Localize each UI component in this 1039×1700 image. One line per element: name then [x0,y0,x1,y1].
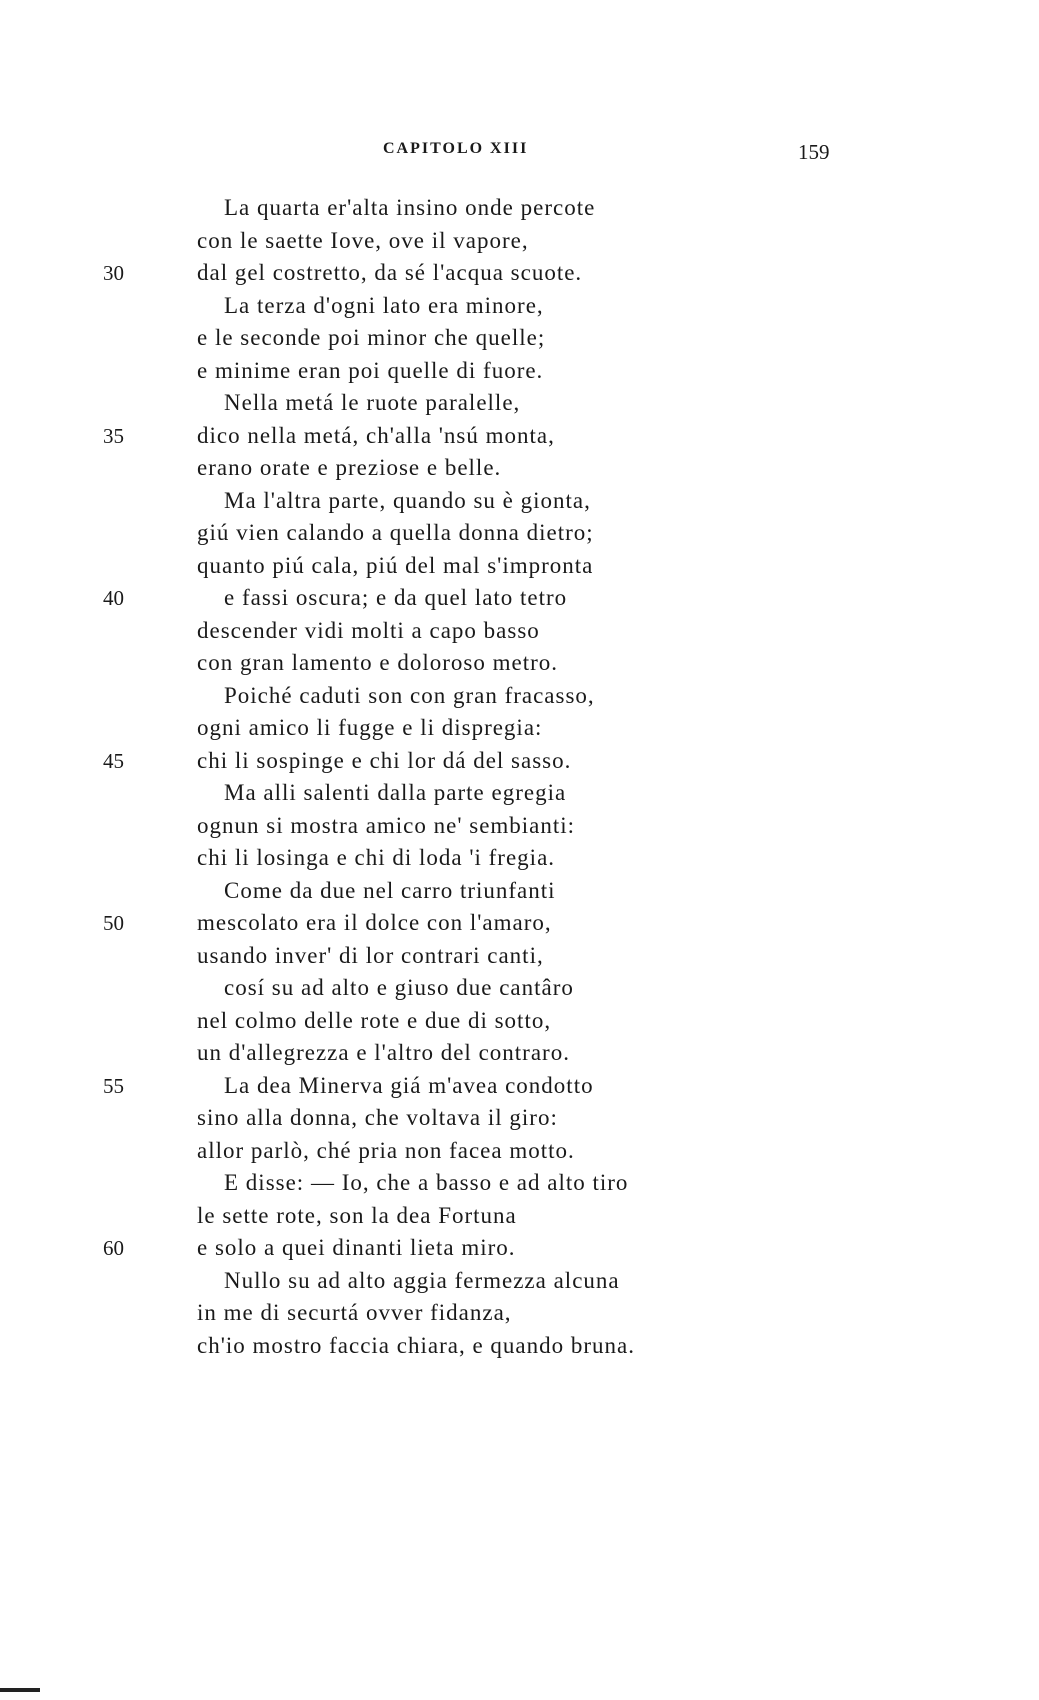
verse-text: e fassi oscura; e da quel lato tetro [224,585,568,610]
verse-text: mescolato era il dolce con l'amaro, [197,910,552,935]
verse-text: giú vien calando a quella donna dietro; [197,520,594,545]
verse-text: Nella metá le ruote paralelle, [224,390,521,415]
verse-line [0,940,1039,973]
verse-text: erano orate e preziose e belle. [197,455,502,480]
page-header [0,140,1039,164]
verse-text: Ma alli salenti dalla parte egregia [224,780,567,805]
verse-text: dico nella metá, ch'alla 'nsú monta, [197,422,555,448]
scan-edge-mark [0,1688,40,1692]
verse-text: in me di securtá ovver fidanza, [197,1300,512,1325]
verse-text: Poiché caduti son con gran fracasso, [224,682,595,708]
verse-line [0,322,1039,355]
running-head: CAPITOLO XIII [383,140,529,157]
verse-line [0,225,1039,258]
verse-text: cosí su ad alto e giuso due cantâro [224,975,574,1000]
verse-line [0,517,1039,550]
verse-text: La dea Minerva giá m'avea condotto [224,1072,594,1098]
verse-line [0,1005,1039,1038]
verse-text: nel colmo delle rote e due di sotto, [197,1007,552,1033]
verse-text: sino alla donna, che voltava il giro: [197,1105,558,1130]
verse-line [0,712,1039,745]
verse-text: usando inver' di lor contrari canti, [197,942,544,968]
verse-text: dal gel costretto, da sé l'acqua scuote. [197,260,583,285]
verse-line [0,1232,1039,1265]
verse-text: e solo a quei dinanti lieta miro. [197,1235,516,1260]
line-number: 50 [103,911,124,935]
poem-body [0,192,1039,1362]
verse-line [0,420,1039,453]
verse-line [0,452,1039,485]
verse-line [0,1330,1039,1363]
verse-text: e minime eran poi quelle di fuore. [197,357,544,383]
verse-text: un d'allegrezza e l'altro del contraro. [197,1040,570,1065]
verse-text: chi li sospinge e chi lor dá del sasso. [197,747,572,773]
verse-line [0,355,1039,388]
verse-text: allor parlò, ché pria non facea motto. [197,1137,575,1163]
verse-text: quanto piú cala, piú del mal s'impronta [197,552,594,578]
verse-text: Ma l'altra parte, quando su è gionta, [224,487,591,513]
verse-text: Nullo su ad alto aggia fermezza alcuna [224,1267,620,1293]
verse-line [0,1265,1039,1298]
verse-text: con gran lamento e doloroso metro. [197,650,559,675]
verse-line [0,647,1039,680]
verse-line [0,1297,1039,1330]
verse-text: La quarta er'alta insino onde percote [224,195,596,220]
verse-text: ch'io mostro faccia chiara, e quando bruna. [197,1332,635,1358]
verse-text: La terza d'ogni lato era minore, [224,292,544,318]
line-number: 60 [103,1236,124,1260]
line-number: 30 [103,261,124,285]
line-number: 35 [103,423,124,448]
verse-text: e le seconde poi minor che quelle; [197,325,546,350]
verse-line [0,842,1039,875]
verse-line [0,1070,1039,1103]
verse-text: le sette rote, son la dea Fortuna [197,1202,517,1228]
verse-line [0,1167,1039,1200]
verse-line [0,550,1039,583]
line-number: 55 [103,1073,124,1098]
verse-line [0,1135,1039,1168]
verse-line [0,777,1039,810]
verse-line [0,1037,1039,1070]
verse-line [0,485,1039,518]
verse-line [0,192,1039,225]
verse-line [0,680,1039,713]
line-number: 45 [103,748,124,773]
verse-text: chi li losinga e chi di loda 'i fregia. [197,845,556,870]
verse-text: ognun si mostra amico ne' sembianti: [197,812,576,838]
verse-text: Come da due nel carro triunfanti [224,877,556,903]
verse-line [0,1102,1039,1135]
verse-line [0,907,1039,940]
verse-line [0,810,1039,843]
verse-line [0,972,1039,1005]
verse-text: descender vidi molti a capo basso [197,617,540,643]
verse-text: ogni amico li fugge e li dispregia: [197,715,543,740]
verse-line [0,290,1039,323]
line-number: 40 [103,586,124,610]
verse-line [0,582,1039,615]
verse-text: E disse: — Io, che a basso e ad alto tiro [224,1170,629,1195]
page-number: 159 [798,140,830,164]
verse-line [0,257,1039,290]
verse-line [0,875,1039,908]
verse-text: con le saette Iove, ove il vapore, [197,227,529,253]
verse-line [0,387,1039,420]
verse-line [0,615,1039,648]
verse-line [0,745,1039,778]
verse-line [0,1200,1039,1233]
